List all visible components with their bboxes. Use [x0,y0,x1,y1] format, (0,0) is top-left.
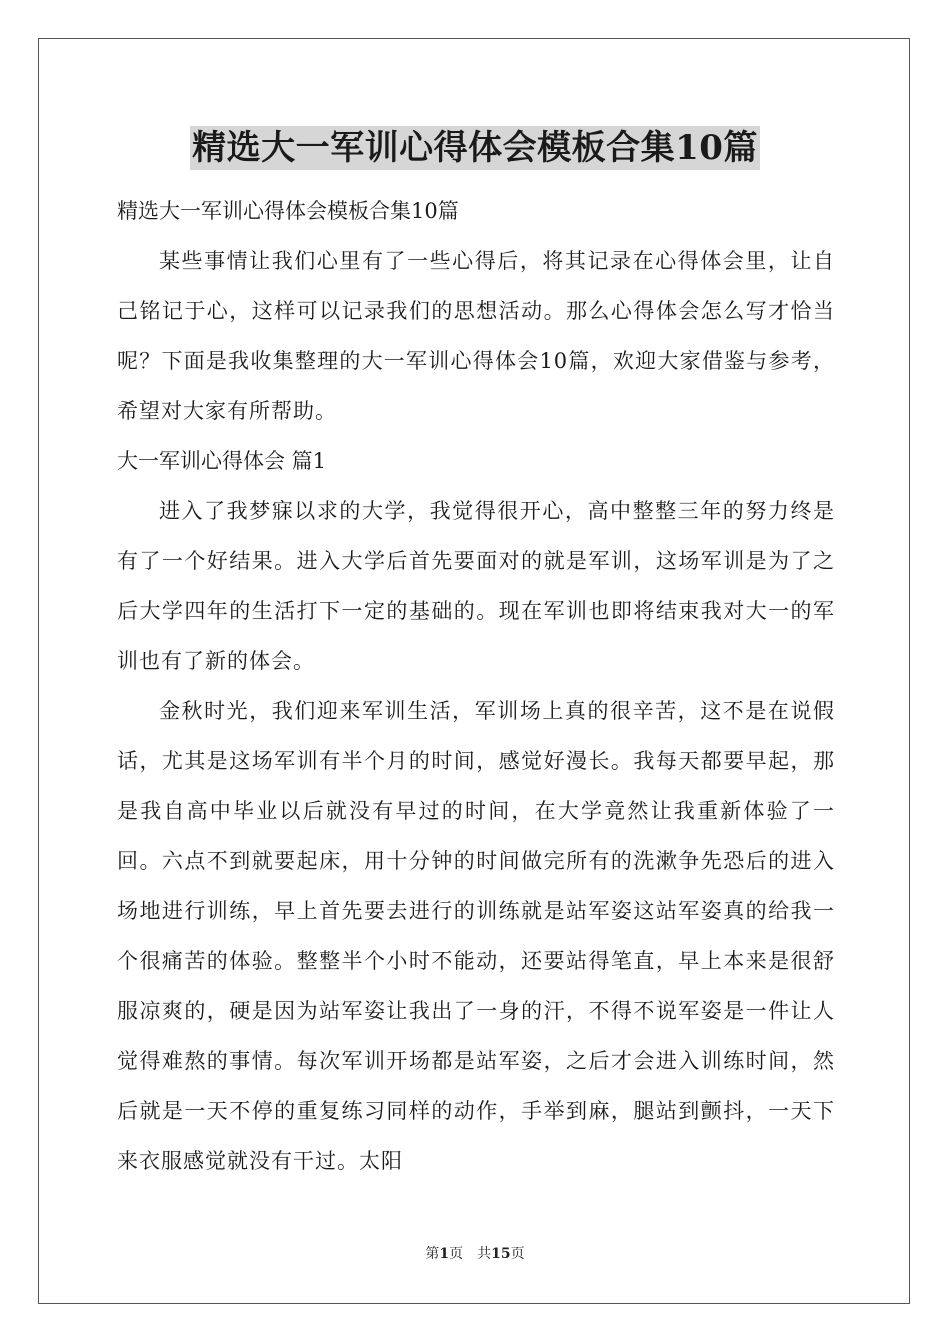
footer-page-suffix: 页 [510,1246,525,1262]
body-paragraph-1: 进入了我梦寐以求的大学，我觉得很开心，高中整整三年的努力终是有了一个好结果。进入大学后首先要面对的就是军训，这场军训是为了之后大学四年的生活打下一定的基础的。现在军训也即将结束我对大一的军训也有了新的体会。 [117,499,835,673]
document-subtitle: 精选大一军训心得体会模板合集10篇 [117,199,459,223]
document-title: 精选大一军训心得体会模板合集10篇 [192,128,758,168]
footer-page-prefix: 第 [425,1246,440,1262]
body-paragraph-2: 金秋时光，我们迎来军训生活，军训场上真的很辛苦，这不是在说假话，尤其是这场军训有半个月的时间，感觉好漫长。我每天都要早起，那是我自高中毕业以后就没有早过的时间，在大学竟然让我重新体验了一回。六点不到就要起床，用十分钟的时间做完所有的洗漱争先恐后的进入场地进行训练，早上首先要去进行的训练就是站军姿这站军姿真的给我一个很痛苦的体验。整整半个小时不能动，还要站得笔直，早上本来是很舒服凉爽的，硬是因为站军姿让我出了一身的汗，不得不说军姿是一件让人觉得难熬的事情。每次军训开场都是站军姿，之后才会进入训练时间，然后就是一天不停的重复练习同样的动作，手举到麻，腿站到颤抖，一天下来衣服感觉就没有干过。太阳 [117,699,835,1173]
section-heading: 大一军训心得体会 篇1 [117,449,327,473]
document-body [117,186,835,1186]
title-container [0,126,950,170]
page-footer [0,1244,950,1264]
footer-page-mid: 页 共 [449,1246,492,1262]
intro-paragraph: 某些事情让我们心里有了一些心得后，将其记录在心得体会里，让自己铭记于心，这样可以记录我们的思想活动。那么心得体会怎么写才恰当呢？下面是我收集整理的大一军训心得体会10篇，欢迎大家借鉴与参考，希望对大家有所帮助。 [117,249,835,423]
footer-page-number: 1 [439,1246,450,1262]
footer-total-pages: 15 [491,1246,511,1262]
